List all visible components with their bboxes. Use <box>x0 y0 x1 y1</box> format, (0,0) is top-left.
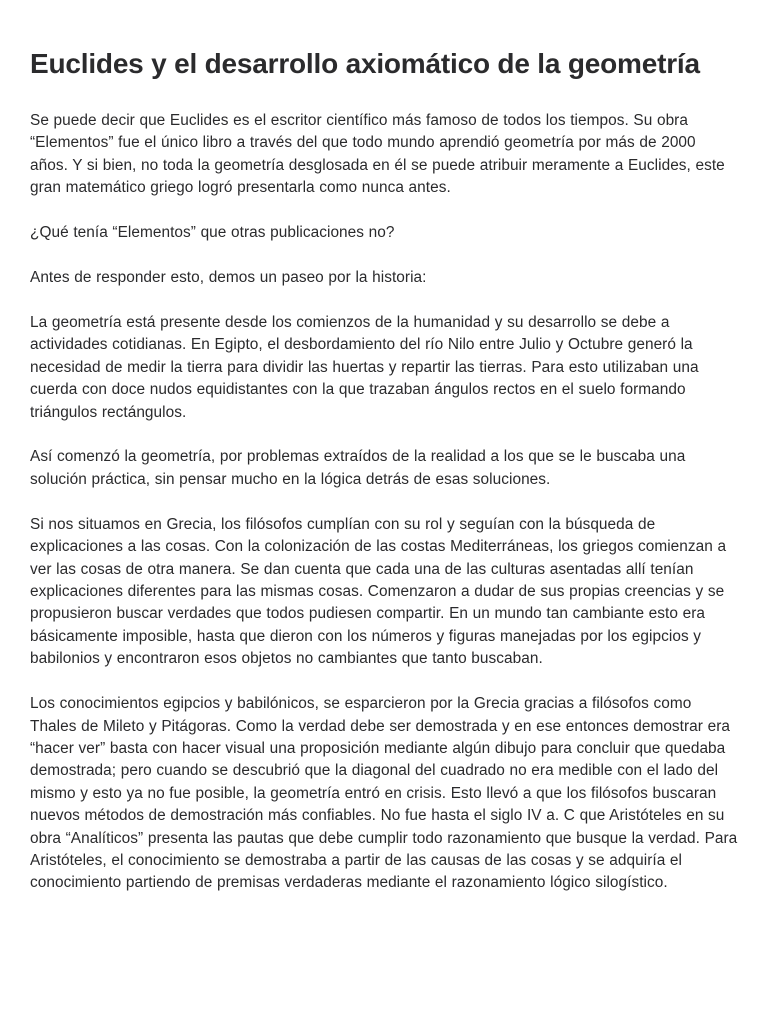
paragraph-greece: Si nos situamos en Grecia, los filósofos cumplían con su rol y seguían con la búsqueda de explicaciones a las cosas. Con la colonización de las costas Mediterráneas, los griegos comienzan a ver las cosas de otra manera. Se dan cuenta que cada una de las culturas asentadas allí tenían explicaciones diferentes para las mismas cosas. Comenzaron a dudar de sus propias creencias y se propusieron buscar verdades que todos pudiesen compartir. En un mundo tan cambiante esto era básicamente imposible, hasta que dieron con los números y figuras manejadas por los egipcios y babilonios y encontraron esos objetos no cambiantes que tanto buscaban. <box>30 515 727 668</box>
paragraph-origin: Así comenzó la geometría, por problemas extraídos de la realidad a los que se le buscaba una solución práctica, sin pensar mucho en la lógica detrás de esas soluciones. <box>30 448 686 488</box>
paragraph-intro: Se puede decir que Euclides es el escritor científico más famoso de todos los tiempos. Su obra “Elementos” fue el único libro a través del que todo mundo aprendió geometría por más de 2000 años. Y si bien, no toda la geometría desglosada en él se puede atribuir meramente a Euclides, este gran matemático griego logró presentarla como nunca antes. <box>30 112 725 197</box>
paragraph-question: ¿Qué tenía “Elementos” que otras publicaciones no? <box>30 224 395 242</box>
paragraph-egypt: La geometría está presente desde los comienzos de la humanidad y su desarrollo se debe a actividades cotidianas. En Egipto, el desbordamiento del río Nilo entre Julio y Octubre generó la necesidad de medir la tierra para dividir las huertas y repartir las tierras. Para esto utilizaban una cuerda con doce nudos equidistantes con la que trazaban ángulos rectos en el suelo formando triángulos rectángulos. <box>30 313 699 421</box>
article-title: Euclides y el desarrollo axiomático de la geometría <box>30 48 700 79</box>
paragraph-history-lead: Antes de responder esto, demos un paseo por la historia: <box>30 269 427 287</box>
paragraph-aristotle: Los conocimientos egipcios y babilónicos, se esparcieron por la Grecia gracias a filósofos como Thales de Mileto y Pitágoras. Como la verdad debe ser demostrada y en ese entonces demostrar era “hacer ver” basta con hacer visual una proposición mediante algún dibujo para concluir que quedaba demostrada; pero cuando se descubrió que la diagonal del cuadrado no era medible con el lado del mismo y esto ya no fue posible, la geometría entró en crisis. Esto llevó a que los filósofos buscaran nuevos métodos de demostración más confiables. No fue hasta el siglo IV a. C que Aristóteles en su obra “Analíticos” presenta las pautas que debe cumplir todo razonamiento que busque la verdad. Para Aristóteles, el conocimiento se demostraba a partir de las causas de las cosas y se adquiría el conocimiento partiendo de premisas verdaderas mediante el razonamiento lógico silogístico. <box>30 695 738 892</box>
